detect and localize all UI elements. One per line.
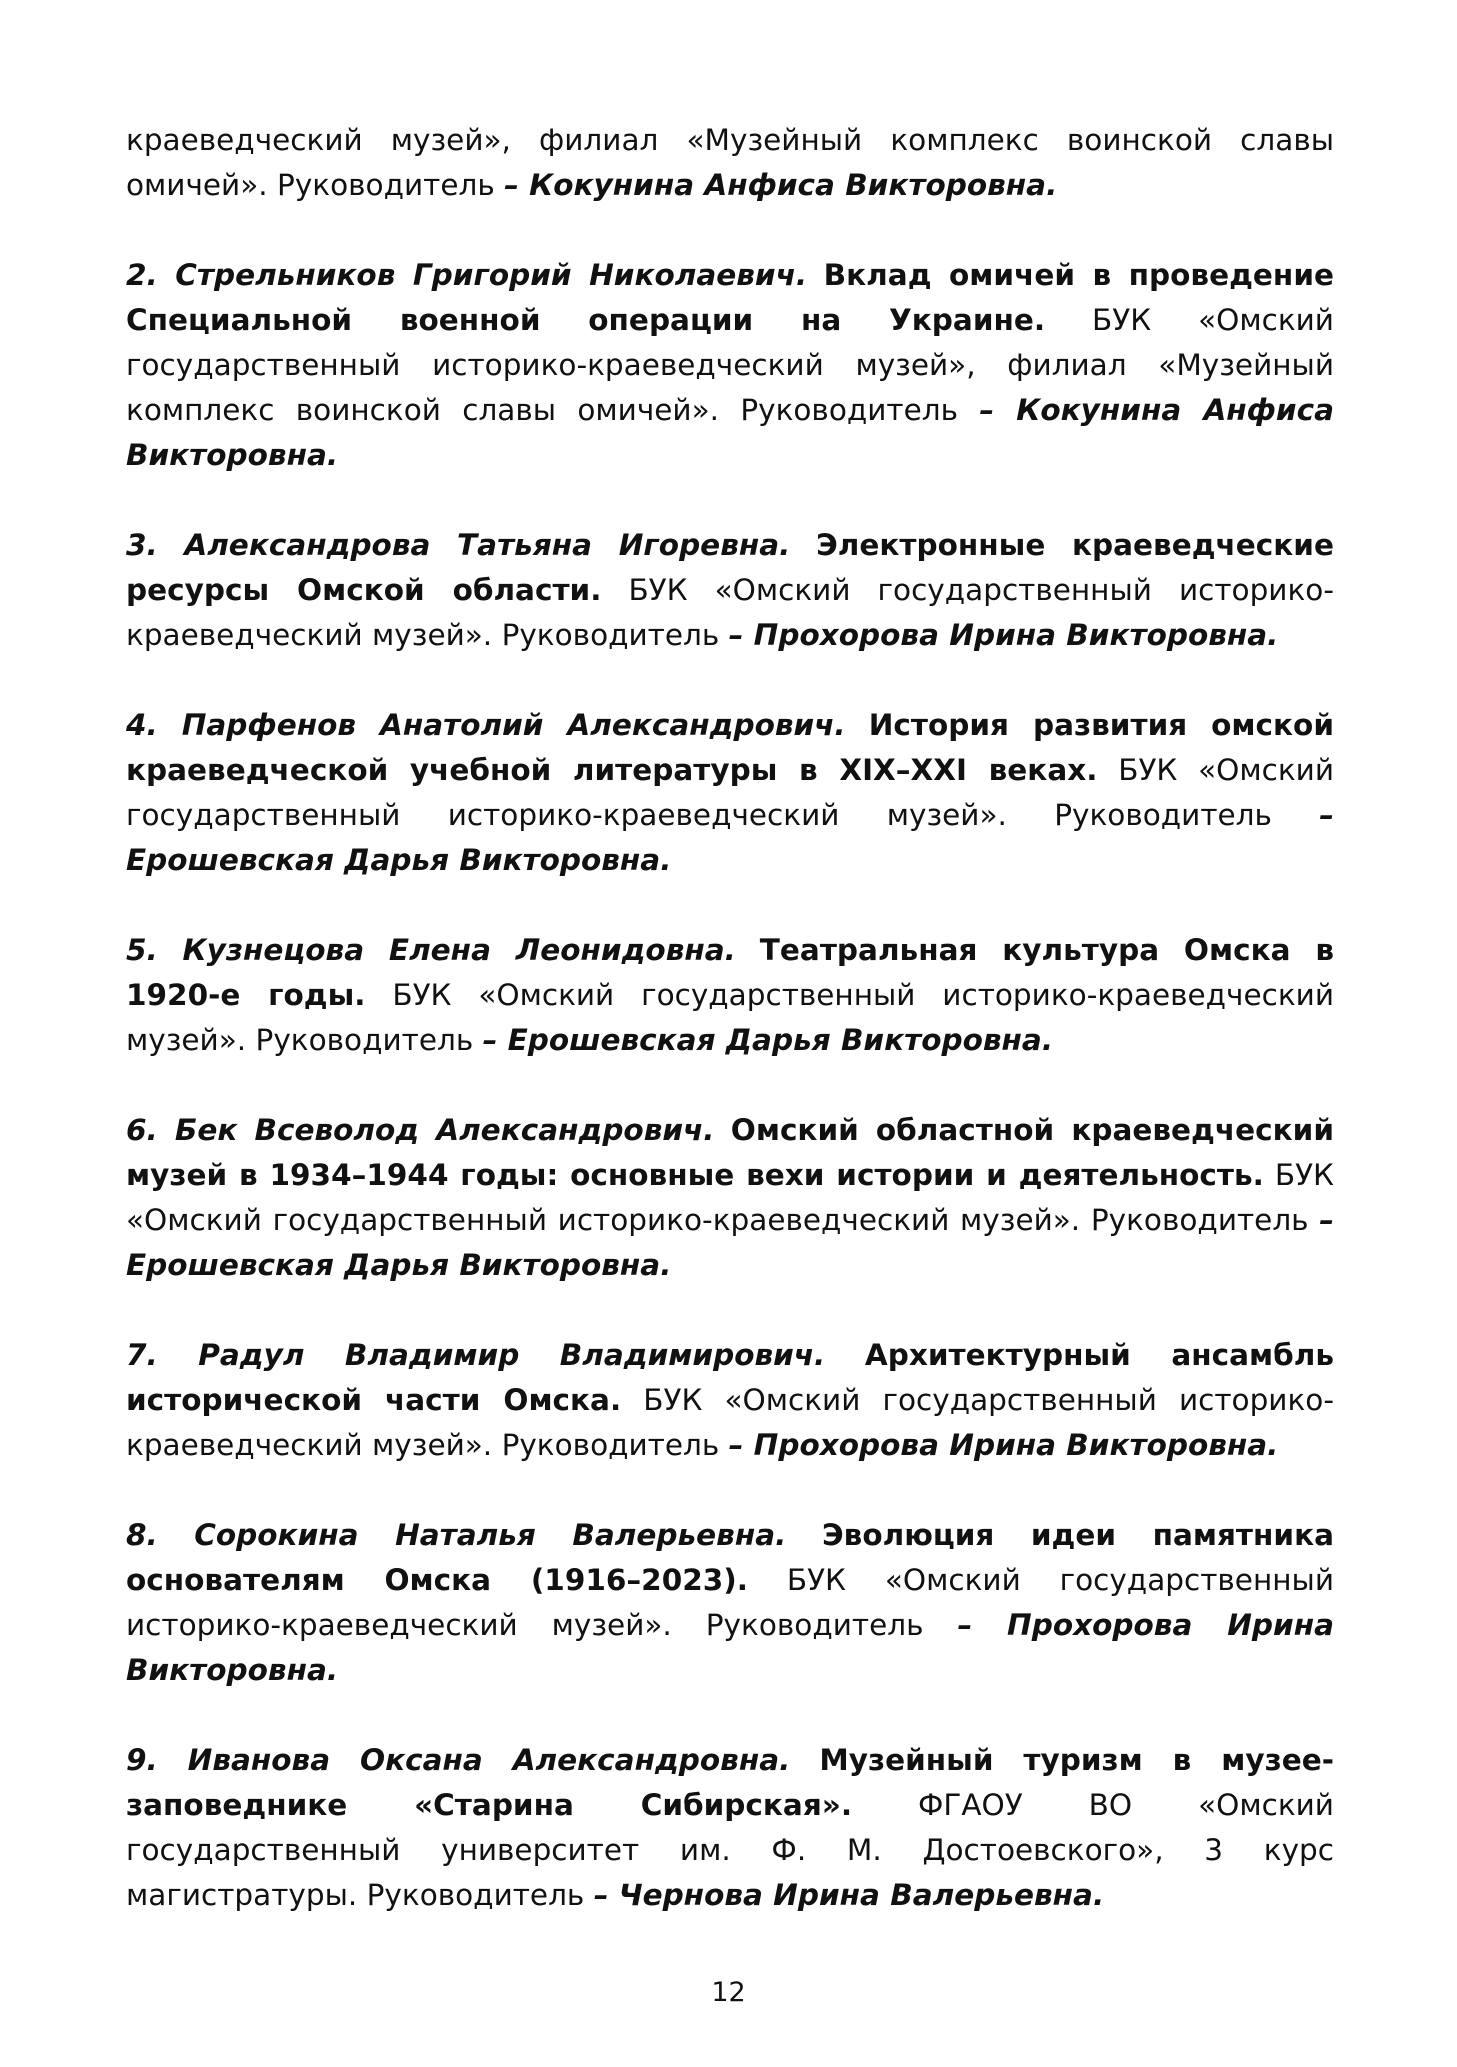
entry-author: 4. Парфенов Анатолий Александрович. [126, 708, 846, 742]
entry-title: Музейный туризм в музее-заповеднике «Старина Сибирская». [126, 1743, 1334, 1822]
entry-institution: БУК «Омский государственный историко-краеведческий музей». Руководитель [126, 753, 1334, 832]
entry-2 [126, 253, 1334, 478]
entry-author: 7. Радул Владимир Владимирович. [126, 1338, 826, 1372]
entry-6 [126, 1108, 1334, 1288]
entry-author: 6. Бек Всеволод Александрович. [126, 1113, 715, 1147]
entry-institution: БУК «Омский государственный историко-краеведческий музей». Руководитель [126, 1158, 1334, 1237]
entry-5 [126, 928, 1334, 1063]
entry-3 [126, 523, 1334, 658]
entry-title: Эволюция идеи памятника основателям Омска (1916–2023). [126, 1518, 1334, 1597]
intro-supervisor: – Кокунина Анфиса Викторовна. [504, 168, 1058, 202]
entry-supervisor: – Прохорова Ирина Викторовна. [728, 1428, 1279, 1462]
entry-institution: БУК «Омский государственный историко-краеведческий музей», филиал «Музейный комплекс воинской славы омичей». Руководитель [126, 303, 1334, 427]
entry-supervisor: – Ерошевская Дарья Викторовна. [126, 1203, 1334, 1282]
entry-title: Театральная культура Омска в 1920-е годы. [126, 933, 1334, 1012]
entry-author: 8. Сорокина Наталья Валерьевна. [126, 1518, 787, 1552]
entry-supervisor: – Прохорова Ирина Викторовна. [728, 618, 1279, 652]
intro-text: краеведческий музей», филиал «Музейный комплекс воинской славы омичей». Руководитель [126, 123, 1334, 202]
entry-title: Электронные краеведческие ресурсы Омской области. [126, 528, 1334, 607]
document-body [126, 118, 1334, 1963]
entry-9 [126, 1738, 1334, 1918]
entry-author: 3. Александрова Татьяна Игоревна. [126, 528, 791, 562]
entry-supervisor: – Ерошевская Дарья Викторовна. [126, 798, 1334, 877]
entry-author: 5. Кузнецова Елена Леонидовна. [126, 933, 736, 967]
page-number: 12 [711, 1977, 746, 2008]
entry-title: Архитектурный ансамбль исторической части Омска. [126, 1338, 1334, 1417]
entry-supervisor: – Прохорова Ирина Викторовна. [126, 1608, 1334, 1687]
entry-author: 9. Иванова Оксана Александровна. [126, 1743, 791, 1777]
entry-institution: БУК «Омский государственный историко-краеведческий музей». Руководитель [126, 1383, 1334, 1462]
entry-title: История развития омской краеведческой учебной литературы в XIX–XXI веках. [126, 708, 1334, 787]
entry-8 [126, 1513, 1334, 1693]
entry-supervisor: – Кокунина Анфиса Викторовна. [126, 393, 1334, 472]
entry-title: Вклад омичей в проведение Специальной военной операции на Украине. [126, 258, 1334, 337]
entry-4 [126, 703, 1334, 883]
entry-institution: БУК «Омский государственный историко-краеведческий музей». Руководитель [126, 978, 1334, 1057]
entry-institution: ФГАОУ ВО «Омский государственный университет им. Ф. М. Достоевского», 3 курс магистратуры. Руководитель [126, 1788, 1334, 1912]
entry-author: 2. Стрельников Григорий Николаевич. [126, 258, 808, 292]
entry-7 [126, 1333, 1334, 1468]
entry-institution: БУК «Омский государственный историко-краеведческий музей». Руководитель [126, 573, 1334, 652]
entry-supervisor: – Ерошевская Дарья Викторовна. [482, 1023, 1054, 1057]
entry-title: Омский областной краеведческий музей в 1934–1944 годы: основные вехи истории и деятельность. [126, 1113, 1334, 1192]
entry-institution: БУК «Омский государственный историко-краеведческий музей». Руководитель [126, 1563, 1334, 1642]
entry-supervisor: – Чернова Ирина Валерьевна. [593, 1878, 1105, 1912]
intro-paragraph [126, 118, 1334, 208]
